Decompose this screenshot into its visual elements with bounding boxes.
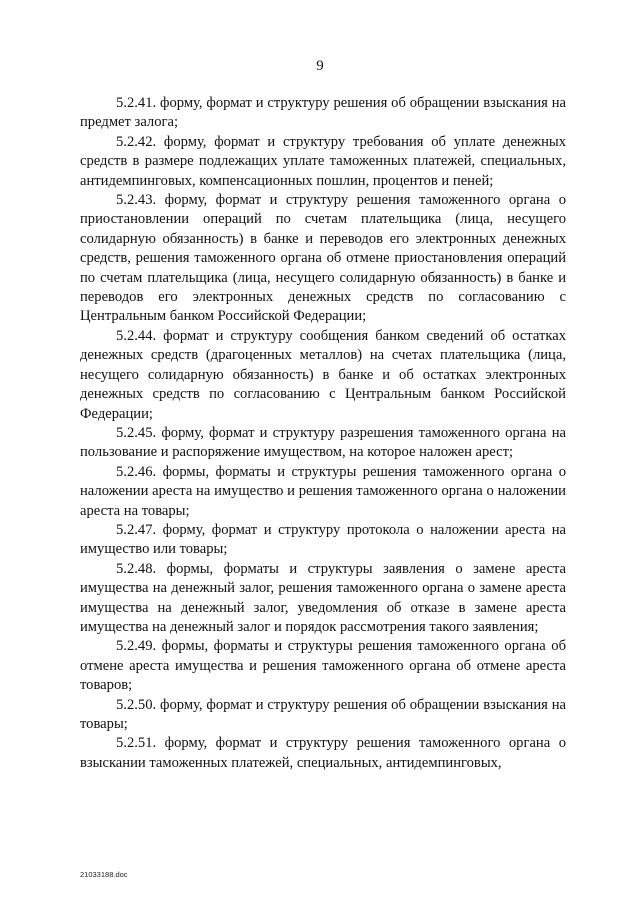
paragraph-5-2-46: 5.2.46. формы, форматы и структуры решения таможенного органа о наложении ареста на имущество и решения таможенного органа о наложении ареста на товары; — [80, 463, 566, 519]
paragraph-5-2-47: 5.2.47. форму, формат и структуру протокола о наложении ареста на имущество или товары; — [80, 521, 566, 558]
page-number: 9 — [316, 58, 324, 74]
footer-filename: 21033188.doc — [80, 870, 128, 879]
paragraph-5-2-45: 5.2.45. форму, формат и структуру разрешения таможенного органа на пользование и распоряжение имуществом, на которое наложен арест; — [80, 424, 566, 461]
paragraph-5-2-50: 5.2.50. форму, формат и структуру решения об обращении взыскания на товары; — [80, 696, 566, 732]
paragraph-5-2-44: 5.2.44. формат и структуру сообщения банком сведений об остатках денежных средств (драгоценных металлов) на счетах плательщика (лица, несущего солидарную обязанность) в банке и об остатках электронных денежных средств по согласованию с Центральным банком Российской Федерации; — [80, 327, 566, 422]
document-body — [80, 94, 566, 773]
paragraph-5-2-48: 5.2.48. формы, форматы и структуры заявления о замене ареста имущества на денежный залог, решения таможенного органа о замене ареста имущества на денежный залог, уведомления об отказе в замене ареста имущества на денежный залог и порядок рассмотрения такого заявления; — [80, 560, 566, 635]
paragraph-5-2-49: 5.2.49. формы, форматы и структуры решения таможенного органа об отмене ареста имущества и решения таможенного органа об отмене ареста товаров; — [80, 638, 566, 694]
paragraph-5-2-42: 5.2.42. форму, формат и структуру требования об уплате денежных средств в размере подлежащих уплате таможенных платежей, специальных, антидемпинговых, компенсационных пошлин, процентов и пеней; — [80, 133, 566, 189]
paragraph-5-2-43: 5.2.43. форму, формат и структуру решения таможенного органа о приостановлении операций по счетам плательщика (лица, несущего солидарную обязанность) в банке и переводов его электронных денежных средств, решения таможенного органа об отмене приостановления операций по счетам плательщика (лица, несущего солидарную обязанность) в банке и переводов его электронных денежных средств по согласованию с Центральным банком Российской Федерации; — [80, 192, 566, 325]
paragraph-5-2-51: 5.2.51. форму, формат и структуру решения таможенного органа о взыскании таможенных платежей, специальных, антидемпинговых, — [80, 735, 566, 771]
paragraph-5-2-41: 5.2.41. форму, формат и структуру решения об обращении взыскания на предмет залога; — [80, 95, 566, 131]
